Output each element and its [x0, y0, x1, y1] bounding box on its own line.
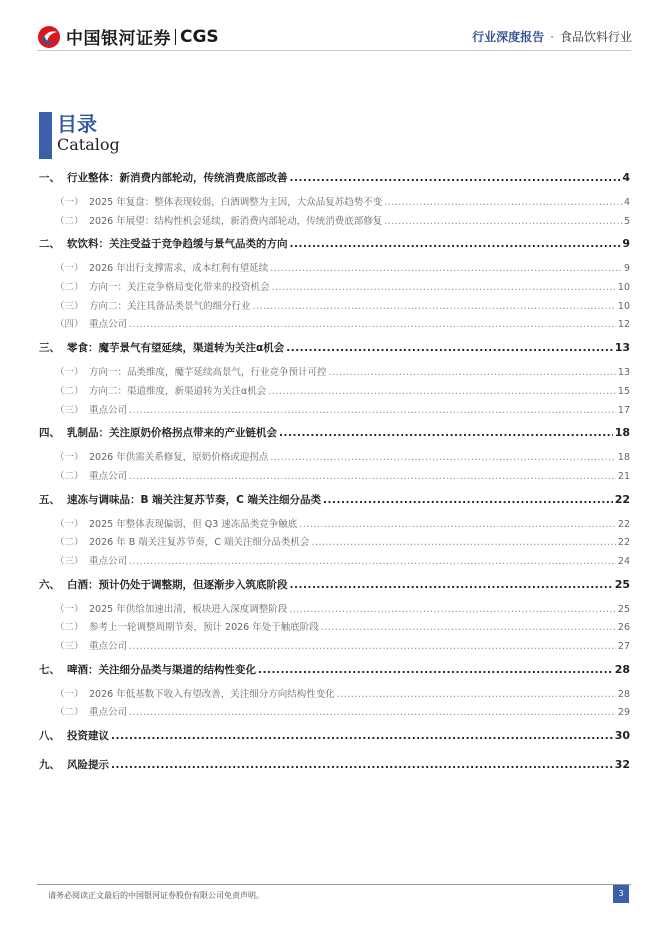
- toc-entry-title: 零食：魔芋景气有望延续，渠道转为关注α机会: [67, 342, 285, 355]
- toc-page-number: 29: [617, 707, 630, 719]
- toc-entry-number: （二）: [55, 470, 84, 482]
- toc-dot-leader: [268, 386, 616, 397]
- toc-subsection-entry[interactable]: [39, 298, 630, 317]
- toc-entry-title: 风险提示: [67, 759, 109, 772]
- toc-dot-leader: [129, 319, 616, 330]
- toc-page-number: 28: [614, 662, 630, 676]
- toc-entry-title: 参考上一轮调整周期节奏，预计 2026 年处于触底阶段: [89, 622, 319, 634]
- toc-subsection-entry[interactable]: [39, 686, 630, 705]
- toc-dot-leader: [337, 689, 616, 700]
- toc-page-number: 22: [617, 518, 630, 530]
- toc-page-number: 25: [617, 603, 630, 615]
- toc-entry-title: 方向二：关注具备品类景气的细分行业: [89, 300, 251, 312]
- toc-dot-leader: [329, 367, 616, 378]
- toc-dot-leader: [272, 282, 616, 293]
- toc-entry-number: （三）: [55, 300, 84, 312]
- title-accent-bar: [39, 112, 52, 159]
- toc-entry-title: 乳制品：关注原奶价格拐点带来的产业链机会: [67, 427, 277, 440]
- toc-dot-leader: [290, 172, 621, 184]
- toc-page-number: 22: [617, 537, 630, 549]
- toc-page-number: 15: [617, 385, 630, 397]
- toc-page-number: 30: [614, 729, 630, 743]
- toc-entry-number: （一）: [55, 518, 84, 530]
- toc-entry-title: 重点公司: [89, 470, 128, 482]
- toc-subsection-entry[interactable]: [39, 213, 630, 232]
- toc-section-entry[interactable]: [39, 728, 630, 752]
- toc-page-number: 27: [617, 641, 630, 652]
- toc-entry-title: 2026 年供需关系修复，原奶价格或迎拐点: [89, 452, 269, 464]
- toc-page-number: 12: [617, 319, 630, 331]
- logo-divider: [175, 29, 176, 45]
- toc-entry-number: （二）: [55, 707, 84, 719]
- toc-page-number: 4: [623, 197, 630, 208]
- toc-subsection-entry[interactable]: [39, 638, 630, 657]
- toc-entry-number: （一）: [55, 367, 84, 379]
- toc-entry-number: 三、: [39, 342, 60, 355]
- toc-dot-leader: [290, 579, 613, 591]
- toc-dot-leader: [253, 301, 616, 312]
- toc-page-number: 18: [614, 426, 630, 440]
- toc-entry-title: 重点公司: [89, 707, 128, 719]
- toc-entry-number: （三）: [55, 641, 84, 652]
- toc-dot-leader: [279, 427, 613, 439]
- logo-text-en: CGS: [180, 26, 219, 47]
- toc-page-number: 9: [622, 237, 630, 251]
- toc-dot-leader: [111, 730, 613, 742]
- toc-dot-leader: [129, 556, 616, 567]
- toc-subsection-entry[interactable]: [39, 279, 630, 298]
- toc-entry-number: 九、: [39, 759, 60, 772]
- toc-entry-number: （二）: [55, 215, 84, 227]
- toc-entry-title: 2026 年 B 端关注复苏节奏，C 端关注细分品类机会: [89, 537, 310, 549]
- toc-page-number: 17: [617, 404, 630, 416]
- logo-text-cn: 中国银河证券: [66, 29, 171, 49]
- toc-page-number: 10: [617, 282, 630, 294]
- toc-subsection-entry[interactable]: [39, 619, 630, 638]
- toc-dot-leader: [321, 622, 616, 633]
- toc-section-entry[interactable]: [39, 236, 630, 260]
- toc-entry-title: 重点公司: [89, 404, 128, 416]
- toc-dot-leader: [323, 494, 613, 506]
- toc-section-entry[interactable]: [39, 340, 630, 364]
- toc-subsection-entry[interactable]: [39, 402, 630, 421]
- toc-section-entry[interactable]: [39, 425, 630, 449]
- toc-entry-number: （一）: [55, 688, 84, 700]
- toc-dot-leader: [286, 342, 612, 354]
- toc-entry-title: 白酒：预计仍处于调整期，但逐渐步入筑底阶段: [67, 578, 288, 591]
- toc-entry-title: 2026 年出行支撑需求，成本红利有望延续: [89, 263, 269, 275]
- toc-dot-leader: [290, 238, 621, 250]
- toc-dot-leader: [129, 707, 616, 718]
- toc-entry-title: 重点公司: [89, 641, 128, 652]
- toc-subsection-entry[interactable]: [39, 194, 630, 213]
- toc-entry-title: 啤酒：关注细分品类与渠道的结构性变化: [67, 663, 256, 676]
- toc-subsection-entry[interactable]: [39, 383, 630, 402]
- toc-page-number: 13: [614, 341, 630, 355]
- toc-page-number: 28: [617, 688, 630, 700]
- footer-disclaimer: 请务必阅读正文最后的中国银河证券股份有限公司免责声明。: [48, 891, 264, 900]
- toc-dot-leader: [270, 263, 622, 274]
- footer-divider: [37, 884, 631, 885]
- toc-page-number: 25: [614, 577, 630, 591]
- catalog-title-cn: 目录: [57, 112, 97, 136]
- company-logo: [37, 24, 219, 49]
- toc-entry-number: （二）: [55, 385, 84, 397]
- toc-page-number: 22: [614, 492, 630, 506]
- toc-dot-leader: [299, 519, 616, 530]
- table-of-contents: [39, 170, 630, 781]
- toc-dot-leader: [129, 471, 616, 482]
- toc-entry-title: 投资建议: [67, 730, 109, 743]
- header-report-info: [472, 28, 632, 45]
- industry-name: 食品饮料行业: [559, 30, 632, 44]
- report-type: 行业深度报告: [472, 30, 545, 44]
- toc-entry-title: 2025 年供给加速出清，板块进入深度调整阶段: [89, 603, 288, 615]
- toc-subsection-entry[interactable]: [39, 553, 630, 572]
- toc-subsection-entry[interactable]: [39, 449, 630, 468]
- toc-entry-number: （一）: [55, 197, 84, 208]
- toc-entry-number: （一）: [55, 452, 84, 464]
- toc-entry-title: 2025 年整体表现偏弱，但 Q3 速冻品类竞争触底: [89, 518, 298, 530]
- toc-entry-number: （一）: [55, 603, 84, 615]
- header-divider: [37, 50, 631, 51]
- catalog-title-en: Catalog: [57, 135, 120, 154]
- toc-entry-title: 2026 年低基数下收入有望改善，关注细分方向结构性变化: [89, 688, 335, 700]
- toc-section-entry[interactable]: [39, 492, 630, 516]
- toc-entry-title: 2025 年复盘：整体表现较弱，白酒调整为主因，大众品复苏趋势不变: [89, 197, 383, 208]
- page-number-badge: 3: [613, 885, 629, 903]
- toc-page-number: 9: [623, 263, 630, 275]
- toc-entry-title: 速冻与调味品：B 端关注复苏节奏，C 端关注细分品类: [67, 493, 322, 506]
- cgs-logo-icon: [37, 25, 61, 49]
- toc-section-entry[interactable]: [39, 662, 630, 686]
- toc-page-number: 24: [617, 555, 630, 567]
- toc-dot-leader: [129, 405, 616, 416]
- toc-entry-number: （二）: [55, 537, 84, 549]
- toc-entry-number: 一、: [39, 172, 60, 184]
- toc-entry-title: 方向一：品类维度，魔芋延续高景气，行业竞争预计可控: [89, 367, 327, 379]
- toc-dot-leader: [111, 759, 613, 771]
- toc-entry-number: （二）: [55, 282, 84, 294]
- toc-entry-number: 五、: [39, 493, 60, 506]
- toc-section-entry[interactable]: [39, 577, 630, 601]
- toc-subsection-entry[interactable]: [39, 468, 630, 487]
- toc-subsection-entry[interactable]: [39, 260, 630, 279]
- toc-subsection-entry[interactable]: [39, 516, 630, 535]
- toc-page-number: 10: [617, 300, 630, 312]
- toc-entry-number: （三）: [55, 555, 84, 567]
- toc-page-number: 32: [614, 758, 630, 772]
- toc-entry-title: 重点公司: [89, 319, 128, 331]
- toc-entry-number: 七、: [39, 663, 60, 676]
- toc-entry-number: （一）: [55, 263, 84, 275]
- toc-dot-leader: [129, 641, 616, 652]
- toc-entry-title: 2026 年展望：结构性机会延续，新消费内部轮动，传统消费底部修复: [89, 215, 383, 227]
- toc-page-number: 26: [617, 622, 630, 634]
- toc-subsection-entry[interactable]: [39, 601, 630, 620]
- toc-subsection-entry[interactable]: [39, 364, 630, 383]
- toc-page-number: 4: [622, 171, 630, 184]
- toc-page-number: 5: [623, 215, 630, 227]
- toc-entry-number: 六、: [39, 578, 60, 591]
- toc-dot-leader: [270, 452, 616, 463]
- toc-subsection-entry[interactable]: [39, 704, 630, 723]
- toc-entry-number: 二、: [39, 238, 60, 251]
- toc-section-entry[interactable]: [39, 170, 630, 194]
- toc-entry-number: 四、: [39, 427, 60, 440]
- toc-page-number: 18: [617, 452, 630, 464]
- toc-dot-leader: [258, 664, 613, 676]
- toc-dot-leader: [384, 197, 622, 208]
- toc-entry-number: （四）: [55, 319, 84, 331]
- toc-entry-title: 行业整体：新消费内部轮动，传统消费底部改善: [67, 172, 288, 184]
- toc-entry-title: 方向一：关注竞争格局变化带来的投资机会: [89, 282, 270, 294]
- toc-entry-number: （三）: [55, 404, 84, 416]
- toc-entry-number: 八、: [39, 730, 60, 743]
- toc-entry-title: 重点公司: [89, 555, 128, 567]
- page-header: [0, 0, 662, 60]
- toc-subsection-entry[interactable]: [39, 316, 630, 335]
- toc-section-entry[interactable]: [39, 757, 630, 781]
- header-separator: ·: [550, 30, 554, 44]
- toc-page-number: 13: [617, 367, 630, 379]
- toc-dot-leader: [311, 537, 615, 548]
- toc-entry-title: 方向二：渠道维度，新渠道转为关注α机会: [89, 385, 267, 397]
- toc-page-number: 21: [617, 470, 630, 482]
- toc-subsection-entry[interactable]: [39, 534, 630, 553]
- toc-entry-title: 软饮料：关注受益于竞争趋缓与景气品类的方向: [67, 238, 288, 251]
- toc-entry-number: （二）: [55, 622, 84, 634]
- toc-dot-leader: [289, 604, 616, 615]
- toc-dot-leader: [384, 216, 622, 227]
